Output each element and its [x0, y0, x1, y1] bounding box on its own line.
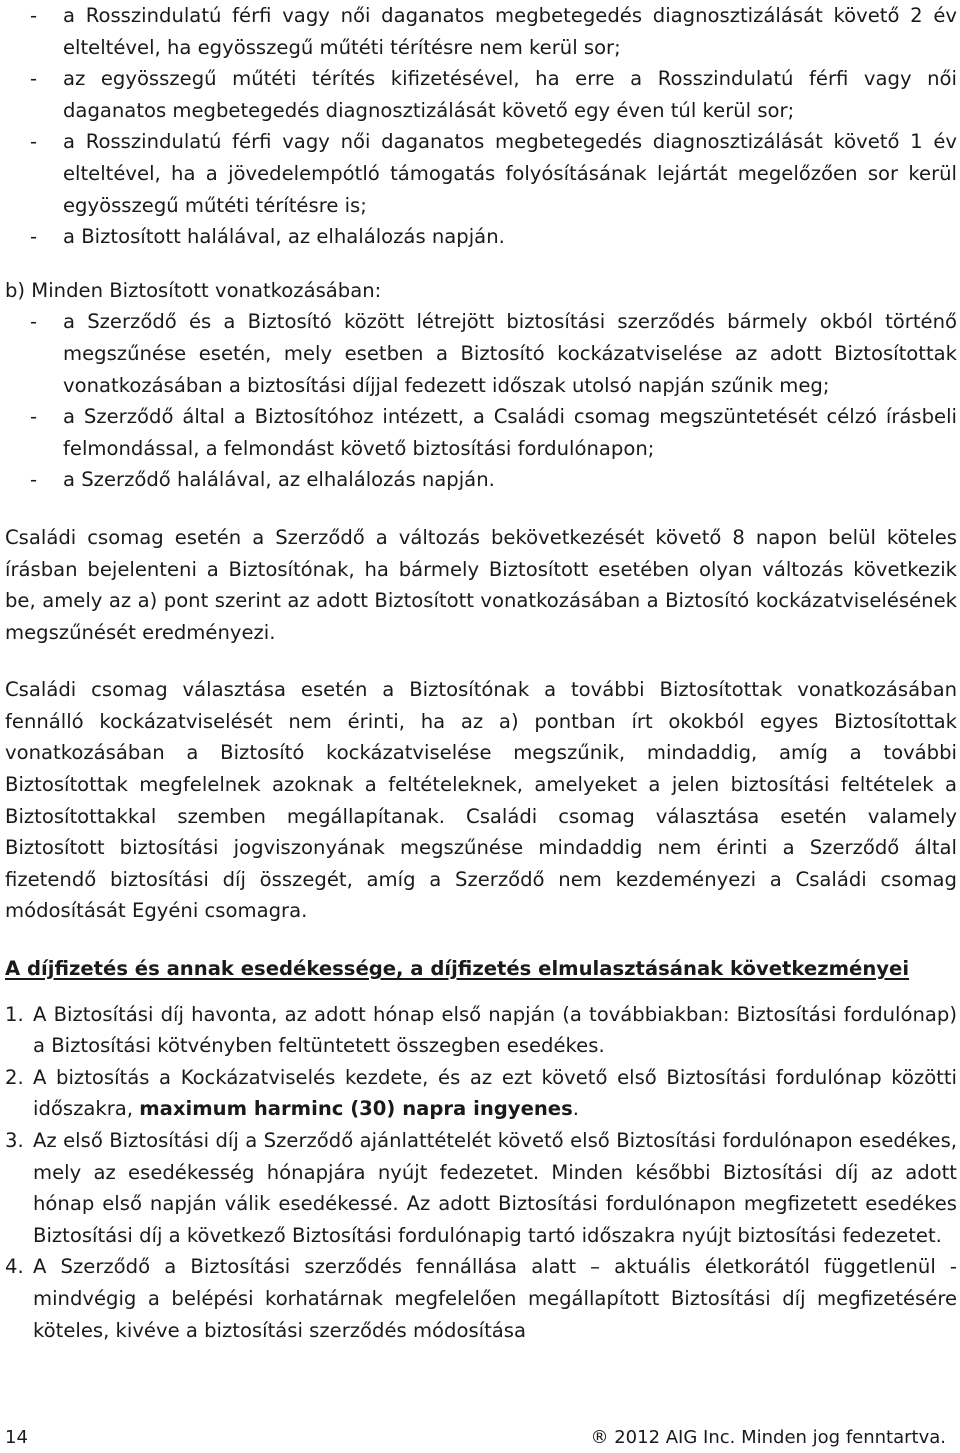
dash-bullet: - — [30, 67, 38, 91]
dash-bullet: - — [30, 405, 38, 429]
section-b-intro: b) Minden Biztosított vonatkozásában: — [5, 278, 382, 302]
list-item-text: a Szerződő és a Biztosító között létrejött biztosítási szerződés bármely okból történő megszűnése esetén, mely esetben a Biztosító kockázatviselése az adott Biztosítottak vonatkozásában a biztosítási díjjal fedezett időszak utolsó napján szűnik meg; — [63, 310, 957, 397]
termination-conditions-list — [5, 0, 957, 253]
dash-bullet: - — [30, 310, 38, 334]
list-item-text: a Szerződő halálával, az elhalálozás napján. — [63, 468, 495, 492]
list-item-text: az egyösszegű műtéti térítés kifizetésével, ha erre a Rosszindulatú férfi vagy női daganatos megbetegedés diagnosztizálását követő egy éven túl kerül sor; — [63, 67, 957, 122]
dash-bullet: - — [30, 130, 38, 154]
list-item-text: a Szerződő által a Biztosítóhoz intézett, a Családi csomag megszüntetését célzó írásbeli felmondással, a felmondást követő biztosítási fordulónapon; — [63, 405, 957, 460]
section-b-list — [5, 306, 957, 496]
list-item — [5, 221, 957, 253]
dash-bullet: - — [30, 4, 38, 27]
list-item — [5, 126, 957, 221]
list-item — [5, 306, 957, 401]
item-text: A Szerződő a Biztosítási szerződés fennállása alatt – aktuális életkorától függetlenül - mindvégig a belépési korhatárnak megfelelően megállapított Biztosítási díj megfizetésére köteles, kivéve a biztosítási szerződés módosítása — [33, 1255, 957, 1342]
item-text: Az első Biztosítási díj a Szerződő ajánlattételét követő első Biztosítási fordulónapon esedékes, mely az esedékesség hónapjára nyújt fedezetet. Minden későbbi Biztosítási díj az adott hónap első napján válik esedékessé. Az adott Biztosítási fordulónapon megfizetett esedékes Biztosítási díj a következő Biztosítási fordulónapig tartó időszakra nyújt biztosítási fedezetet. — [33, 1129, 957, 1247]
numbered-item — [5, 1125, 957, 1251]
item-text: A Biztosítási díj havonta, az adott hónap első napján (a továbbiakban: Biztosítási fordulónap) a Biztosítási kötvényben feltüntetett összegben esedékes. — [33, 1002, 957, 1058]
item-tail-text: . — [572, 1097, 579, 1121]
item-number: 1. — [5, 1002, 24, 1026]
paragraph-family-package: Családi csomag választása esetén a Biztosítónak a további Biztosítottak vonatkozásában fennálló kockázatviselését nem érinti, ha az a) pontban írt okokból egyes Biztosítottak vonatkozásában a Biztosító kockázatviselése megszűnik, mindaddig, amíg a további Biztosítottak megfelelnek azoknak a feltételeknek, amelyeket a jelen biztosítási feltételek a Biztosítottakkal szemben megállapítanak. Családi csomag választása esetén valamely Biztosított biztosítási jogviszonyának megszűnése mindaddig nem érinti a Szerződő által fizetendő biztosítási díj összegét, amíg a Szerződő nem kezdeményezi a Családi csomag módosítását Egyéni csomagra. — [5, 678, 957, 923]
numbered-item — [5, 999, 957, 1062]
list-item-text: a Rosszindulatú férfi vagy női daganatos megbetegedés diagnosztizálását követő 1 év elteltével, ha a jövedelempótló támogatás folyósításának lejártát megelőzően sor kerül egyösszegű műtéti térítésre is; — [63, 130, 957, 217]
item-number: 3. — [5, 1129, 24, 1152]
list-item — [5, 464, 957, 496]
page-number: 14 — [5, 1427, 28, 1448]
item-number: 2. — [5, 1065, 24, 1089]
list-item — [5, 63, 957, 126]
list-item — [5, 0, 957, 63]
dash-bullet: - — [30, 468, 38, 492]
list-item-text: a Biztosított halálával, az elhalálozás napján. — [63, 225, 505, 249]
copyright-notice: ® 2012 AIG Inc. Minden jog fenntartva. — [590, 1427, 946, 1448]
premium-payment-list — [5, 999, 957, 1347]
section-heading: A díjfizetés és annak esedékessége, a díjfizetés elmulasztásának következményei — [5, 957, 910, 981]
numbered-item — [5, 1251, 957, 1346]
item-text: A biztosítás a Kockázatviselés kezdete, és az ezt követő első Biztosítási fordulónap közötti időszakra, — [33, 1065, 957, 1121]
dash-bullet: - — [30, 225, 38, 249]
numbered-item — [5, 1062, 957, 1125]
item-bold-text: maximum harminc (30) napra ingyenes — [139, 1097, 573, 1121]
item-number: 4. — [5, 1255, 24, 1279]
document-page — [5, 0, 957, 1346]
list-item — [5, 401, 957, 464]
list-item-text: a Rosszindulatú férfi vagy női daganatos megbetegedés diagnosztizálását követő 2 év elteltével, ha egyösszegű műtéti térítésre nem kerül sor; — [63, 4, 957, 59]
paragraph-family-notification: Családi csomag esetén a Szerződő a változás bekövetkezését követő 8 napon belül köteles írásban bejelenteni a Biztosítónak, ha bármely Biztosított esetében olyan változás következik be, amely az a) pont szerint az adott Biztosított vonatkozásában a Biztosító kockázatviselésének megszűnését eredményezi. — [5, 525, 957, 644]
